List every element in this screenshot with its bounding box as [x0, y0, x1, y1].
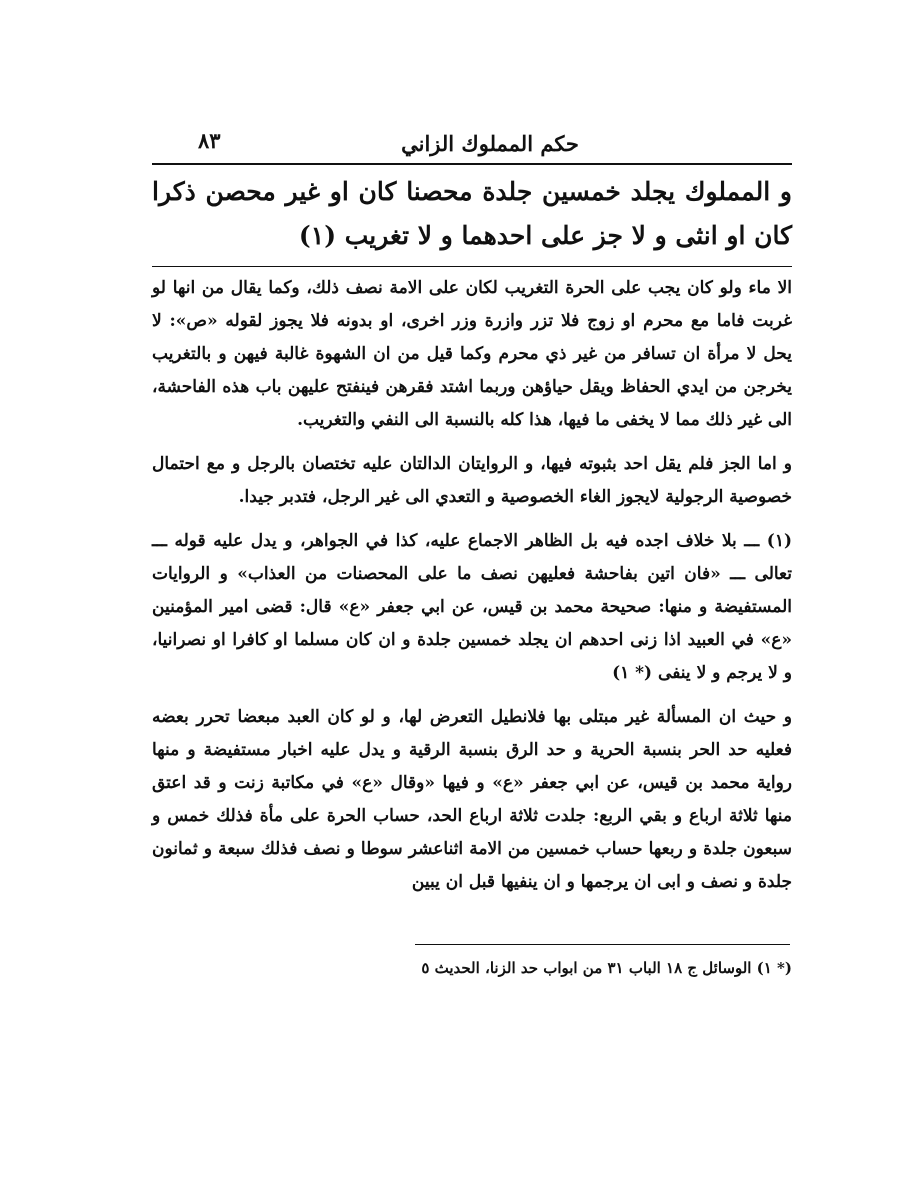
commentary-paragraph: الا ماء ولو كان يجب على الحرة التغريب لكان على الامة نصف ذلك، وكما يقال من انها لو غربت فاما مع محرم او زوج فلا تزر وازرة وزر اخرى، او بدونه فلا يجوز لقوله «ص»: لا يحل لا مرأة ان تسافر من غير ذي محرم وكما قيل من ان الشهوة غالبة فيهن و بالتغريب يخرجن من ايدي الحفاظ ويقل حياؤهن وربما اشتد فقرهن فينفتح عليهن باب هذه الفاحشة، الى غير ذلك مما لا يخفى ما فيها، هذا كله بالنسبة الى النفي والتغريب. — [152, 278, 792, 430]
page-number: ٨٣ — [198, 128, 221, 153]
running-header — [195, 128, 785, 158]
header-divider — [152, 163, 792, 165]
main-text: و المملوك يجلد خمسين جلدة محصنا كان او غير محصن ذكرا كان او انثى و لا جز على احدهما و لا تغريب (١) — [152, 177, 792, 250]
footnote: (* ١) الوسائل ج ١٨ الباب ٣١ من ابواب حد الزنا، الحديث ٥ — [421, 959, 792, 977]
chapter-title: حكم المملوك الزاني — [401, 130, 579, 156]
footnote-divider — [415, 944, 790, 945]
text-divider — [152, 266, 792, 267]
commentary-paragraph: و اما الجز فلم يقل احد بثبوته فيها، و الروايتان الدالتان عليه تختصان بالرجل و مع احتمال خصوصية الرجولية لايجوز الغاء الخصوصية و التعدي الى غير الرجل، فتدبر جيدا. — [152, 454, 792, 507]
commentary-paragraph: (١) ـــ بلا خلاف اجده فيه بل الظاهر الاجماع عليه، كذا في الجواهر، و يدل عليه قوله ـــ تعالى ـــ «فان اتين بفاحشة فعليهن نصف ما على المحصنات من العذاب» و الروايات المستفيضة و منها: صحيحة محمد بن قيس، عن ابي جعفر «ع» قال: قضى امير المؤمنين «ع» في العبيد اذا زنى احدهم ان يجلد خمسين جلدة و ان كان مسلما او كافرا او نصرانيا، و لا يرجم و لا ينفى (* ١) — [152, 531, 792, 683]
commentary-paragraph: و حيث ان المسألة غير مبتلى بها فلانطيل التعرض لها، و لو كان العبد مبعضا تحرر بعضه فعليه حد الحر بنسبة الحرية و حد الرق بنسبة الرقية و يدل عليه اخبار مستفيضة و منها رواية محمد بن قيس، عن ابي جعفر «ع» و فيها «وقال «ع» في مكاتبة زنت و قد اعتق منها ثلاثة ارباع و بقي الربع: جلدت ثلاثة ارباع الحد، حساب الحرة على مأة فذلك خمس و سبعون جلدة و ربعها حساب خمسين من الامة اثناعشر سوطا و نصف فذلك سبعة و ثمانون جلدة و نصف و ابى ان يرجمها و ان ينفيها قبل ان يبين — [152, 707, 792, 892]
commentary — [152, 272, 792, 899]
